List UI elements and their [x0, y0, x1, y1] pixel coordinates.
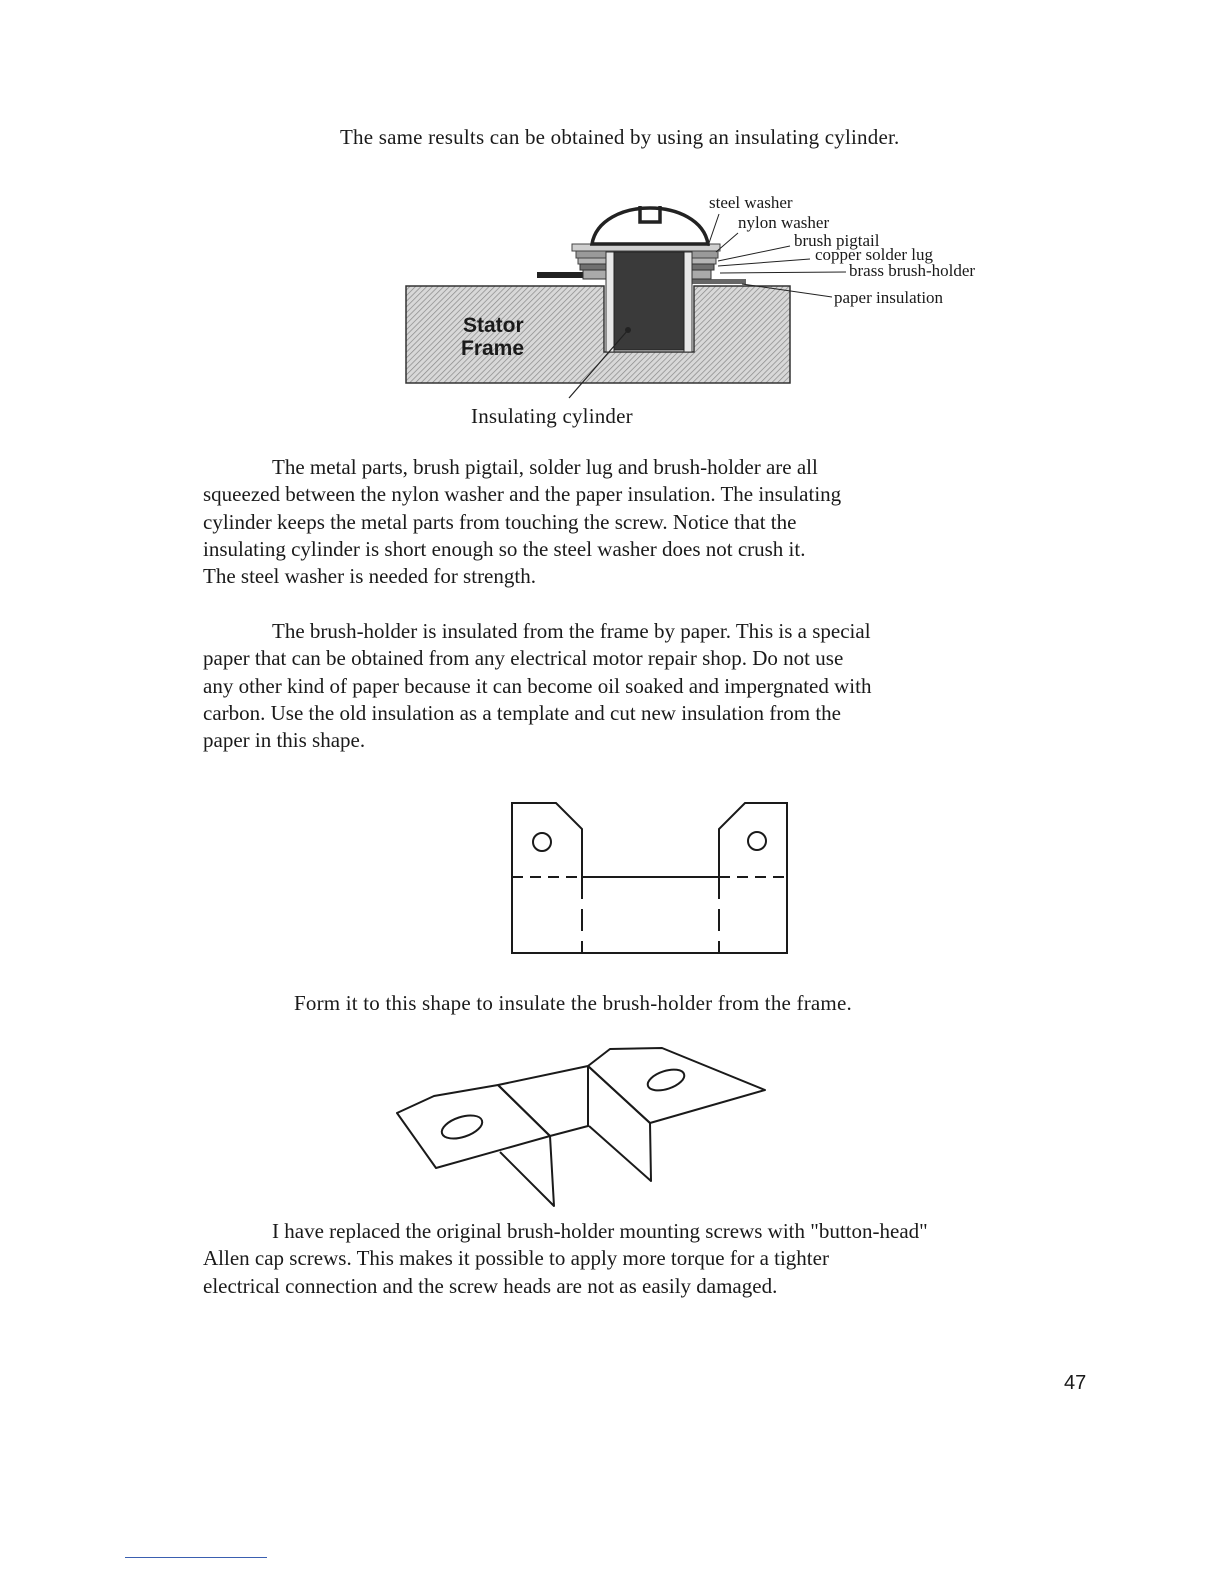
- page-number: 47: [1064, 1372, 1087, 1394]
- paragraph-2-line-1: The brush-holder is insulated from the frame by paper. This is a special: [272, 619, 871, 643]
- label-frame: Frame: [461, 337, 525, 360]
- formed-hole-left: [439, 1111, 485, 1143]
- formed-right-leg: [588, 1066, 651, 1181]
- label-steel-washer: steel washer: [709, 193, 793, 212]
- formed-top-plate: [498, 1048, 765, 1123]
- label-brass-brush-holder: brass brush-holder: [849, 261, 976, 280]
- label-paper-insulation: paper insulation: [834, 288, 944, 307]
- paragraph-2-line-2: paper that can be obtained from any electrical motor repair shop. Do not use: [203, 646, 844, 671]
- paragraph-3: [203, 1218, 1043, 1300]
- formed-hole-right: [645, 1066, 687, 1095]
- paragraph-1-line-4: insulating cylinder is short enough so the steel washer does not crush it.: [203, 536, 806, 561]
- paragraph-3-line-3: electrical connection and the screw heads are not as easily damaged.: [203, 1273, 778, 1298]
- formed-left-leg: [500, 1136, 554, 1206]
- caption-form-shape: Form it to this shape to insulate the brush-holder from the frame.: [294, 991, 852, 1015]
- paragraph-1-line-5: The steel washer is needed for strength.: [203, 564, 536, 589]
- label-brush-pigtail: brush pigtail: [794, 231, 880, 250]
- formed-left-flap: [397, 1085, 550, 1168]
- paragraph-2-line-3: any other kind of paper because it can become oil soaked and impergnated with: [203, 673, 872, 698]
- paragraph-1-line-2: squeezed between the nylon washer and the paper insulation. The insulating: [203, 482, 842, 507]
- paragraph-3-line-2: Allen cap screws. This makes it possible to apply more torque for a tighter: [203, 1246, 829, 1271]
- footer-rule: [125, 1557, 267, 1558]
- label-copper-solder-lug: copper solder lug: [815, 245, 934, 264]
- label-stator: Stator: [463, 314, 524, 337]
- paragraph-2-line-5: paper in this shape.: [203, 728, 366, 753]
- paragraph-1-line-3: cylinder keeps the metal parts from touching the screw. Notice that the: [203, 509, 797, 534]
- paragraph-1-line-1: The metal parts, brush pigtail, solder lug and brush-holder are all: [272, 455, 818, 479]
- intro-sentence: The same results can be obtained by using an insulating cylinder.: [340, 125, 900, 149]
- label-nylon-washer: nylon washer: [738, 213, 830, 232]
- paragraph-2-line-4: carbon. Use the old insulation as a template and cut new insulation from the: [203, 700, 841, 725]
- label-insulating-cylinder: Insulating cylinder: [471, 404, 633, 428]
- paragraph-3-line-1: I have replaced the original brush-holder mounting screws with "button-head": [272, 1219, 928, 1243]
